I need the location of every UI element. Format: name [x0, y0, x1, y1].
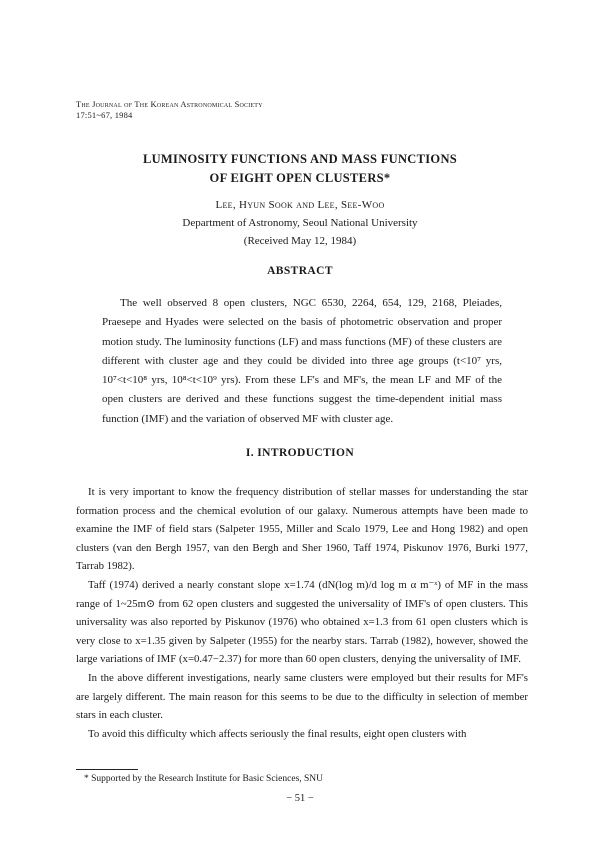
abstract-text: The well observed 8 open clusters, NGC 6530, 2264, 654, 129, 2168, Pleiades, Praesepe and Hyades were selected on the basis of photometric observation and proper motion study. The luminosity functions (LF) and mass functions (MF) of these clusters are different with cluster age and they could be divided into three age groups (t<10⁷ yrs, 10⁷<t<10⁸ yrs, 10⁸<t<10⁹ yrs). From these LF's and MF's, the mean LF and MF of the open clusters are derived and these functions suggest the time-dependent initial mass function (IMF) and the variation of observed MF with cluster age.	[102, 297, 502, 425]
abstract-section	[102, 294, 502, 429]
journal-name: The Journal of The Korean Astronomical Society	[76, 99, 263, 109]
intro-paragraph-2: Taff (1974) derived a nearly constant slope x=1.74 (dN(log m)/d log m α m⁻ˣ) of MF in the mass range of 1~25m⊙ from 62 open clusters and suggested the universality of IMF's of open clusters. This universality was also reported by Piskunov (1976) who obtained x=1.3 from 61 open clusters which is very close to x=1.35 given by Salpeter (1955) for the nearby stars. Tarrab (1982), however, showed the large variations of IMF (x=0.47−2.37) for more than 60 open clusters, denying the universality of IMF.	[76, 578, 528, 666]
paper-title	[0, 150, 600, 188]
intro-paragraph-3: In the above different investigations, nearly same clusters were employed but their results for MF's are largely different. The main reason for this seems to be due to the difficulty in selection of member stars in each cluster.	[76, 671, 528, 722]
intro-paragraph-1: It is very important to know the frequency distribution of stellar masses for understanding the star formation process and the chemical evolution of our galaxy. Numerous attempts have been made to examine the IMF of field stars (Salpeter 1955, Miller and Scalo 1979, Lee and Hong 1982) and open clusters (van den Bergh 1957, van den Bergh and Sher 1960, Taff 1974, Piskunov 1976, Burki 1977, Tarrab 1982).	[76, 486, 528, 573]
title-line-1: LUMINOSITY FUNCTIONS AND MASS FUNCTIONS	[142, 152, 458, 166]
introduction-body	[76, 483, 528, 743]
received-date: (Received May 12, 1984)	[243, 235, 357, 247]
author-block	[0, 196, 600, 250]
journal-header	[76, 99, 263, 121]
title-line-2: OF EIGHT OPEN CLUSTERS*	[209, 171, 391, 185]
intro-paragraph-4: To avoid this difficulty which affects seriously the final results, eight open clusters with	[88, 727, 467, 740]
author-affiliation: Department of Astronomy, Seoul National University	[182, 217, 418, 229]
footnote: * Supported by the Research Institute for Basic Sciences, SNU	[84, 774, 324, 784]
abstract-heading: ABSTRACT	[267, 265, 333, 277]
author-names: Lee, Hyun Sook and Lee, See-Woo	[215, 199, 385, 211]
section-heading-introduction: I. INTRODUCTION	[245, 447, 355, 459]
footnote-divider	[76, 769, 138, 770]
page-number: − 51 −	[286, 793, 314, 804]
journal-citation: 17:51~67, 1984	[76, 110, 133, 120]
